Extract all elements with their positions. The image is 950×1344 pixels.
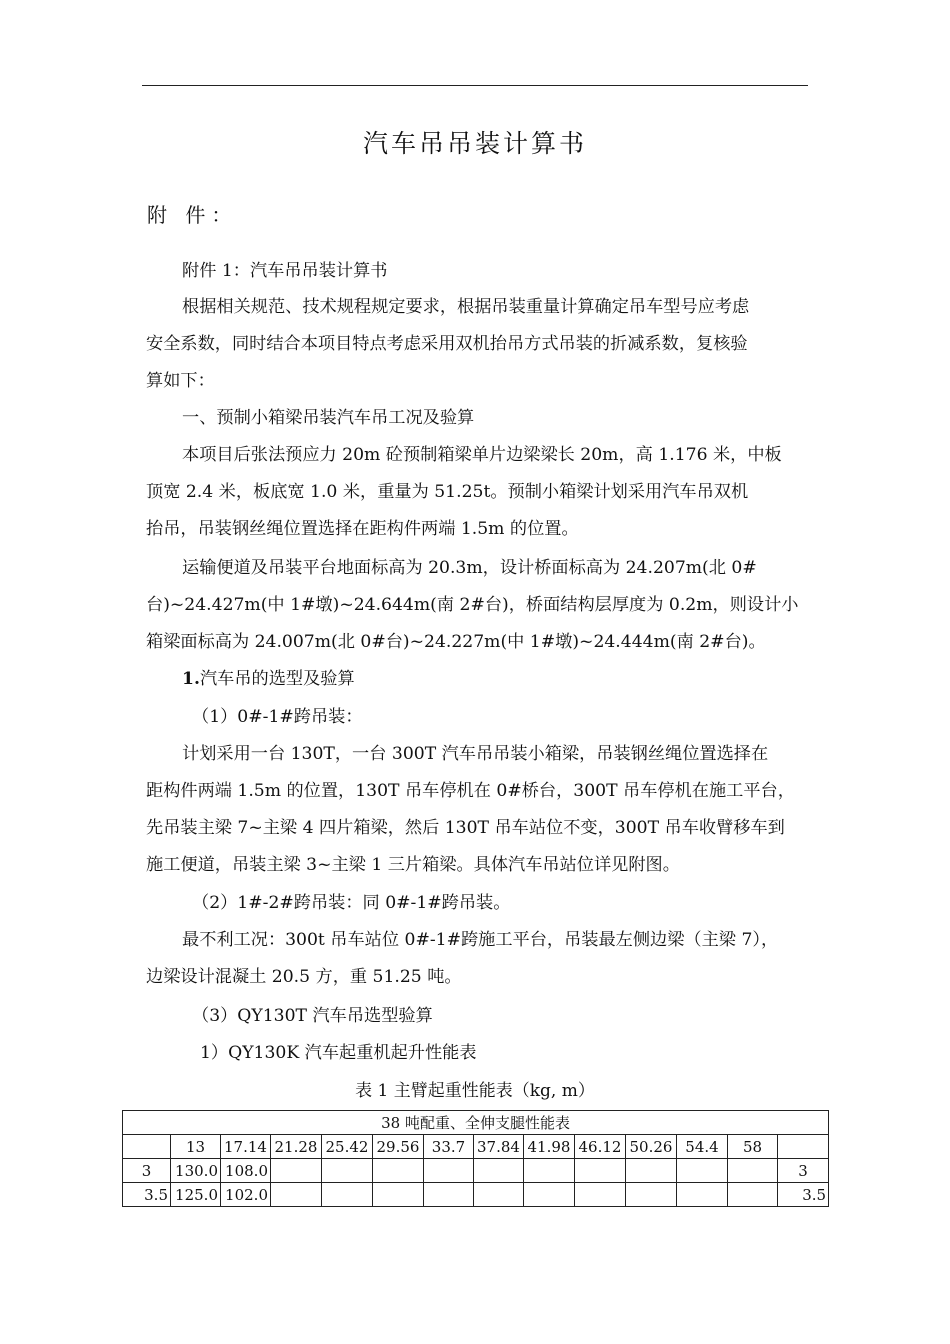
table-cell	[677, 1159, 728, 1183]
appendix-heading: 附 件：	[147, 203, 238, 227]
header-cell: 25.42	[322, 1135, 373, 1159]
table-cell: 102.0	[221, 1183, 271, 1207]
item-subheading: 1）QY130K 汽车起重机起升性能表	[200, 1043, 477, 1063]
table-caption: 表 1 主臂起重性能表（kg, m）	[355, 1081, 595, 1101]
header-cell: 13	[171, 1135, 221, 1159]
table-cell	[728, 1159, 778, 1183]
table-cell	[322, 1183, 373, 1207]
paragraph-line	[146, 295, 806, 319]
table-cell	[626, 1159, 677, 1183]
paragraph-line: 算如下：	[146, 371, 215, 391]
subsection-number: 1.	[182, 669, 200, 689]
table-cell	[575, 1183, 626, 1207]
header-cell: 54.4	[677, 1135, 728, 1159]
paragraph-line: 箱梁面标高为 24.007m(北 0#台)~24.227m(中 1#墩)~24.444m(南 2#台)。	[146, 632, 766, 652]
paragraph-line: 运输便道及吊装平台地面标高为 20.3m，设计桥面标高为 24.207m(北 0#	[182, 558, 757, 578]
item-heading: （2）1#-2#跨吊装：同 0#-1#跨吊装。	[192, 893, 511, 913]
appendix-item-1: 附件 1：汽车吊吊装计算书	[182, 261, 388, 281]
table-cell: 3	[123, 1159, 171, 1183]
paragraph-line: 顶宽 2.4 米，板底宽 1.0 米，重量为 51.25t。预制小箱梁计划采用汽车吊双机	[146, 482, 749, 502]
subsection-title: 汽车吊的选型及验算	[199, 669, 355, 689]
table-row	[123, 1183, 829, 1207]
table-cell: 3	[778, 1159, 829, 1183]
section-heading: 一、预制小箱梁吊装汽车吊工况及验算	[182, 408, 475, 428]
paragraph-line: 最不利工况：300t 吊车站位 0#-1#跨施工平台，吊装最左侧边梁（主梁 7），	[182, 930, 779, 950]
table-cell	[575, 1159, 626, 1183]
performance-table	[122, 1110, 829, 1207]
header-cell: 17.14	[221, 1135, 271, 1159]
header-cell: 21.28	[271, 1135, 322, 1159]
table-cell	[271, 1159, 322, 1183]
header-cell: 33.7	[424, 1135, 474, 1159]
table-cell: 3.5	[123, 1183, 171, 1207]
header-cell: 41.98	[524, 1135, 575, 1159]
header-cell	[778, 1135, 829, 1159]
table-cell	[424, 1183, 474, 1207]
table-cell	[677, 1183, 728, 1207]
table-cell	[322, 1159, 373, 1183]
header-rule	[142, 85, 808, 86]
item-heading: （1）0#-1#跨吊装：	[192, 707, 363, 727]
header-cell	[123, 1135, 171, 1159]
paragraph-text: 根据相关规范、技术规程规定要求，根据吊装重量计算确定吊车型号应考虑	[182, 297, 750, 317]
table-cell	[524, 1159, 575, 1183]
table-title-row	[123, 1111, 829, 1135]
paragraph-line: 计划采用一台 130T，一台 300T 汽车吊吊装小箱梁，吊装钢丝绳位置选择在	[182, 744, 769, 764]
paragraph-line: 施工便道，吊装主梁 3~主梁 1 三片箱梁。具体汽车吊站位详见附图。	[146, 855, 680, 875]
paragraph-line: 边梁设计混凝土 20.5 方，重 51.25 吨。	[146, 967, 462, 987]
table-cell	[271, 1183, 322, 1207]
paragraph-line: 距构件两端 1.5m 的位置，130T 吊车停机在 0#桥台，300T 吊车停机在施工平台，	[146, 781, 795, 801]
table-cell: 130.0	[171, 1159, 221, 1183]
header-cell: 37.84	[474, 1135, 524, 1159]
header-cell: 58	[728, 1135, 778, 1159]
document-title: 汽车吊吊装计算书	[362, 129, 587, 158]
table-cell	[524, 1183, 575, 1207]
table-cell	[728, 1183, 778, 1207]
table-cell: 108.0	[221, 1159, 271, 1183]
header-cell: 46.12	[575, 1135, 626, 1159]
table-cell	[474, 1159, 524, 1183]
table-cell	[474, 1183, 524, 1207]
paragraph-line: 安全系数，同时结合本项目特点考虑采用双机抬吊方式吊装的折减系数，复核验	[146, 334, 748, 354]
table-cell: 3.5	[778, 1183, 829, 1207]
header-cell: 29.56	[373, 1135, 424, 1159]
table-row	[123, 1159, 829, 1183]
table-cell: 125.0	[171, 1183, 221, 1207]
table-cell	[626, 1183, 677, 1207]
table-cell	[373, 1159, 424, 1183]
table-cell	[373, 1183, 424, 1207]
table-cell	[424, 1159, 474, 1183]
header-cell: 50.26	[626, 1135, 677, 1159]
subsection-heading	[182, 667, 355, 691]
item-heading: （3）QY130T 汽车吊选型验算	[192, 1006, 433, 1026]
paragraph-line: 先吊装主梁 7~主梁 4 四片箱梁，然后 130T 吊车站位不变，300T 吊车收臂移车到	[146, 818, 785, 838]
paragraph-line: 台)~24.427m(中 1#墩)~24.644m(南 2#台)，桥面结构层厚度为 0.2m，则设计小	[146, 595, 799, 615]
table-header-title: 38 吨配重、全伸支腿性能表	[123, 1111, 829, 1135]
paragraph-line: 本项目后张法预应力 20m 砼预制箱梁单片边梁梁长 20m，高 1.176 米，中板	[182, 445, 782, 465]
table-header-row	[123, 1135, 829, 1159]
paragraph-line: 抬吊，吊装钢丝绳位置选择在距构件两端 1.5m 的位置。	[146, 519, 579, 539]
